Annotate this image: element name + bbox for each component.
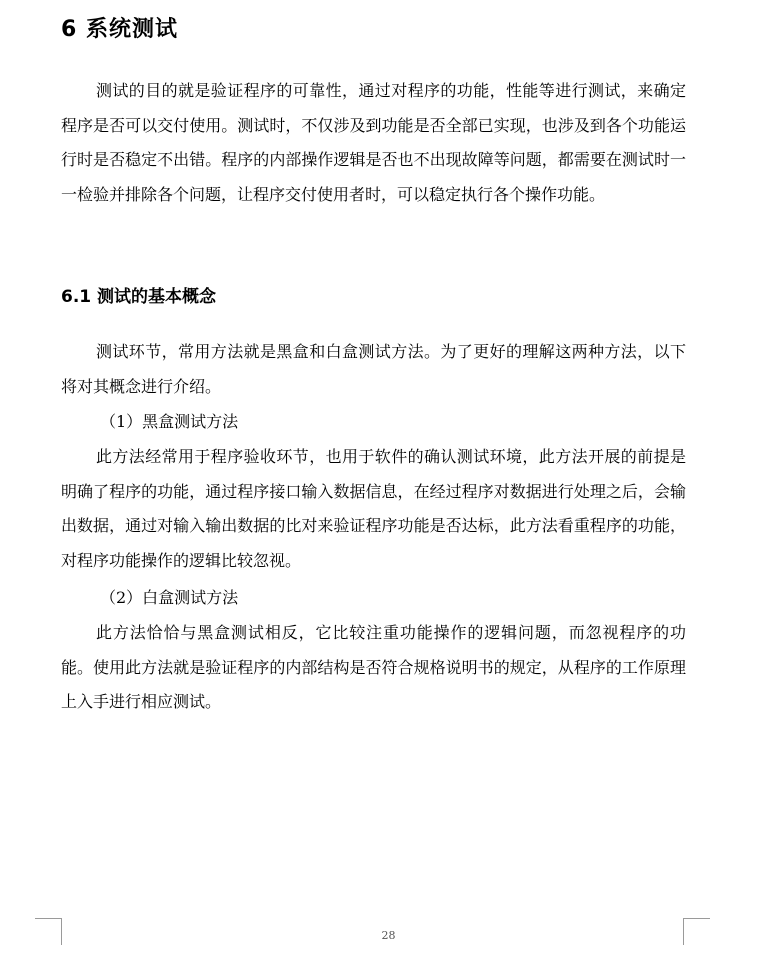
blackbox-paragraph: 此方法经常用于程序验收环节，也用于软件的确认测试环境，此方法开展的前提是明确了程序的功能，通过程序接口输入数据信息，在经过程序对数据进行处理之后，会输出数据，通过对输入输出数据的比对来验证程序功能是否达标，此方法看重程序的功能，对程序功能操作的逻辑比较忽视。 [61, 447, 686, 570]
section-intro-paragraph: 测试环节，常用方法就是黑盒和白盒测试方法。为了更好的理解这两种方法，以下将对其概念进行介绍。 [61, 342, 686, 396]
blackbox-subheading: （1）黑盒测试方法 [100, 412, 239, 431]
whitebox-paragraph: 此方法恰恰与黑盒测试相反，它比较注重功能操作的逻辑问题，而忽视程序的功能。使用此方法就是验证程序的内部结构是否符合规格说明书的规定，从程序的工作原理上入手进行相应测试。 [61, 623, 686, 711]
whitebox-subheading: （2）白盒测试方法 [100, 588, 239, 607]
page-number: 28 [381, 929, 396, 942]
intro-paragraph: 测试的目的就是验证程序的可靠性，通过对程序的功能，性能等进行测试，来确定程序是否可以交付使用。测试时，不仅涉及到功能是否全部已实现，也涉及到各个功能运行时是否稳定不出错。程序的内部操作逻辑是否也不出现故障等问题，都需要在测试时一一检验并排除各个问题，让程序交付使用者时，可以稳定执行各个操作功能。 [61, 81, 686, 204]
chapter-heading: 6 系统测试 [61, 17, 178, 42]
section-heading: 6.1 测试的基本概念 [61, 287, 217, 307]
